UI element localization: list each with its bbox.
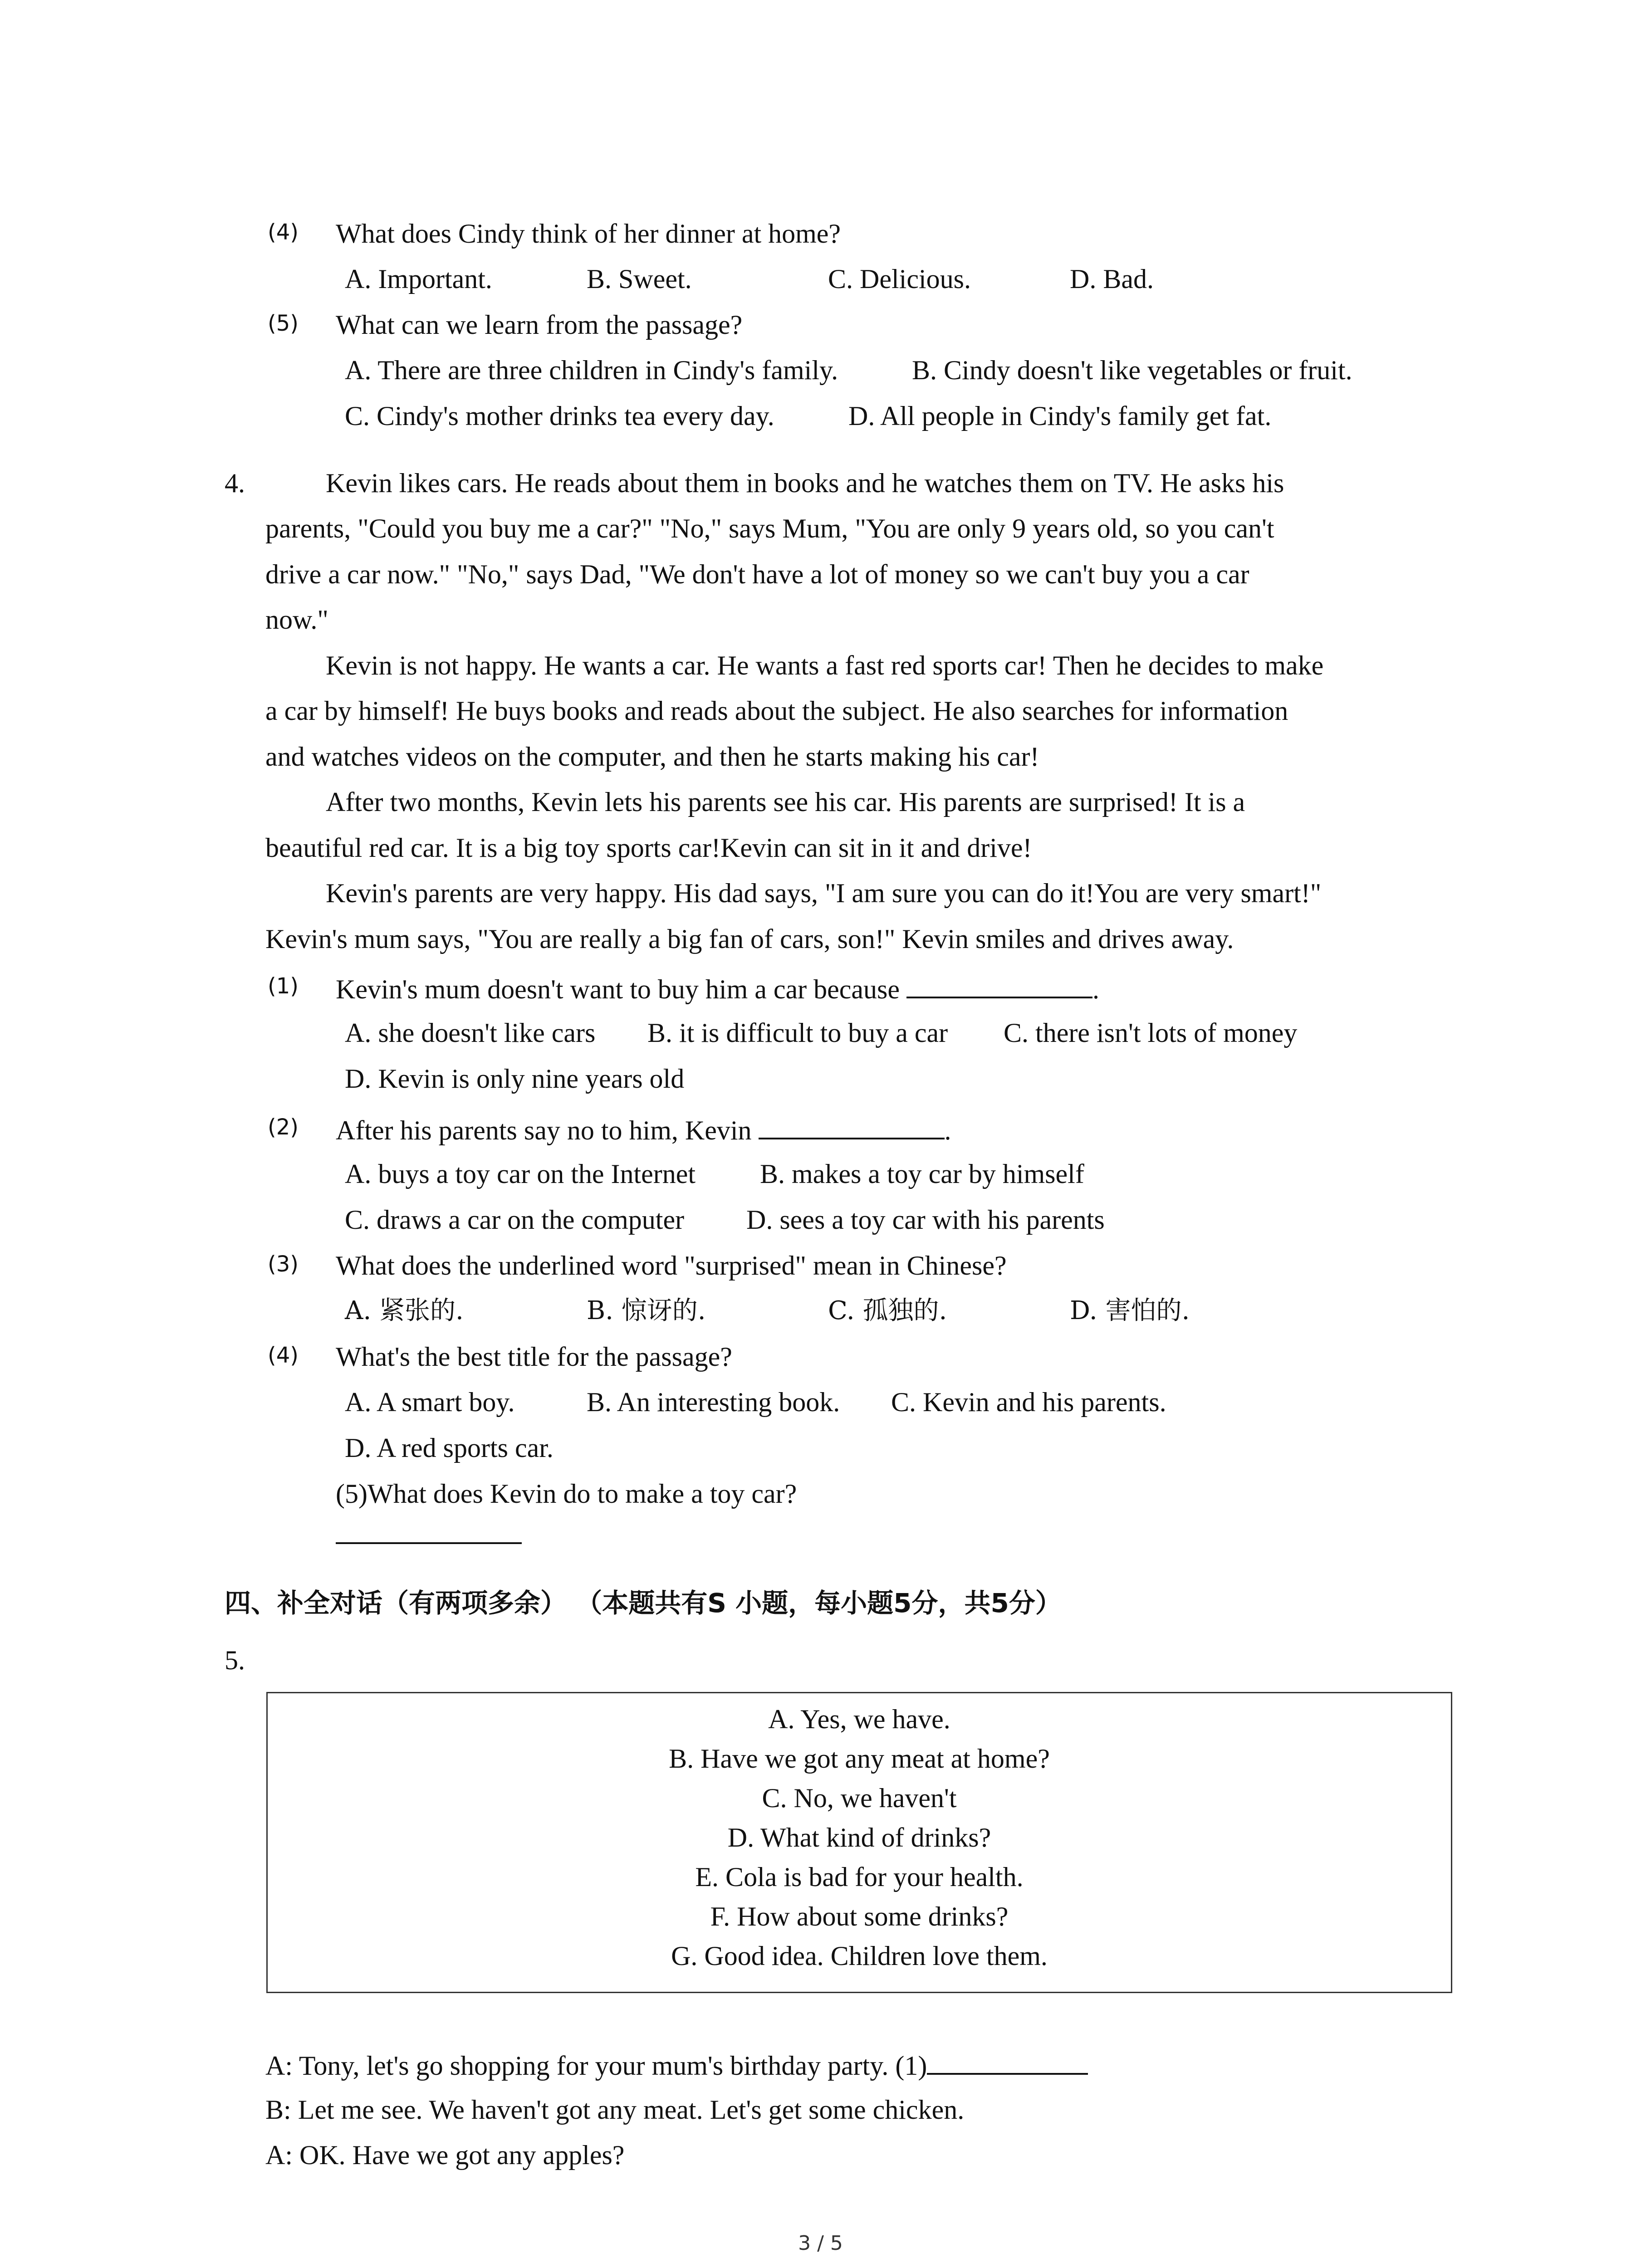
option-item: A. Yes, we have. xyxy=(768,1704,950,1734)
q3-sub4-number: (4) xyxy=(268,220,299,245)
q4-sub1-option-d: D. Kevin is only nine years old xyxy=(345,1064,685,1094)
q4-sub4-number: (4) xyxy=(268,1343,299,1368)
q4-sub3-option-a: A. 紧张的. xyxy=(345,1296,464,1325)
q3-sub5-option-d: D. All people in Cindy's family get fat. xyxy=(848,401,1272,431)
option-item: C. No, we haven't xyxy=(762,1783,957,1813)
passage-line: a car by himself! He buys books and reads about the subject. He also searches for information xyxy=(265,696,1288,726)
q3-sub4-option-b: B. Sweet. xyxy=(587,264,692,294)
q4-sub2-option-d: D. sees a toy car with his parents xyxy=(746,1205,1105,1235)
q4-sub3-option-c: C. 孤独的. xyxy=(828,1296,947,1325)
q4-sub4-option-d: D. A red sports car. xyxy=(345,1433,554,1463)
passage-line: Kevin's parents are very happy. His dad says, "I am sure you can do it!You are very smart!" xyxy=(326,878,1322,908)
passage-line: now." xyxy=(265,605,328,635)
q4-sub5-stem: (5)What does Kevin do to make a toy car? xyxy=(336,1479,797,1509)
q4-sub1-stem: Kevin's mum doesn't want to buy him a car because . xyxy=(336,974,1099,1004)
q3-sub5-option-b: B. Cindy doesn't like vegetables or fruit. xyxy=(912,355,1352,385)
q4-sub1-option-c: C. there isn't lots of money xyxy=(1004,1018,1298,1048)
dialogue-line: A: Tony, let's go shopping for your mum's birthday party. (1) xyxy=(265,2050,1088,2079)
passage-line: drive a car now." "No," says Dad, "We don't have a lot of money so we can't buy you a car xyxy=(265,559,1249,589)
q4-sub3-option-b: B. 惊讶的. xyxy=(587,1296,706,1325)
question-number: 4. xyxy=(225,468,245,498)
option-item: E. Cola is bad for your health. xyxy=(695,1862,1024,1892)
q4-sub2-option-c: C. draws a car on the computer xyxy=(345,1205,685,1235)
q4-sub2-number: (2) xyxy=(268,1114,299,1140)
q4-sub3-stem: What does the underlined word "surprised" mean in Chinese? xyxy=(336,1251,1007,1281)
q3-sub5-option-a: A. There are three children in Cindy's family. xyxy=(345,355,838,385)
section-heading: 四、补全对话（有两项多余） （本题共有S 小题，每小题5分，共5分） xyxy=(225,1588,1062,1618)
option-item: F. How about some drinks? xyxy=(710,1901,1009,1931)
passage-line: beautiful red car. It is a big toy sports car!Kevin can sit in it and drive! xyxy=(265,833,1032,863)
passage-line: and watches videos on the computer, and then he starts making his car! xyxy=(265,742,1039,772)
q4-sub2-option-b: B. makes a toy car by himself xyxy=(760,1159,1084,1189)
answer-blank[interactable] xyxy=(336,1542,522,1544)
q3-sub4-stem: What does Cindy think of her dinner at home? xyxy=(336,219,841,249)
answer-blank[interactable] xyxy=(927,2050,1088,2075)
q4-sub1-option-b: B. it is difficult to buy a car xyxy=(647,1018,948,1048)
answer-blank[interactable] xyxy=(906,974,1092,998)
option-item: G. Good idea. Children love them. xyxy=(671,1941,1048,1971)
q3-sub5-number: (5) xyxy=(268,311,299,336)
dialogue-line: A: OK. Have we got any apples? xyxy=(265,2140,625,2170)
passage-line: Kevin likes cars. He reads about them in books and he watches them on TV. He asks his xyxy=(326,468,1284,498)
q4-sub4-option-c: C. Kevin and his parents. xyxy=(891,1387,1166,1417)
q4-sub3-number: (3) xyxy=(268,1251,299,1277)
q4-sub2-option-a: A. buys a toy car on the Internet xyxy=(345,1159,696,1189)
q4-sub4-option-b: B. An interesting book. xyxy=(587,1387,840,1417)
passage-line: parents, "Could you buy me a car?" "No," says Mum, "You are only 9 years old, so you can't xyxy=(265,513,1274,543)
q3-sub4-option-d: D. Bad. xyxy=(1070,264,1154,294)
q3-sub4-option-c: C. Delicious. xyxy=(828,264,971,294)
passage-line: Kevin is not happy. He wants a car. He wants a fast red sports car! Then he decides to make xyxy=(326,650,1324,680)
question-number: 5. xyxy=(225,1645,245,1675)
q3-sub5-stem: What can we learn from the passage? xyxy=(336,310,743,340)
dialogue-line: B: Let me see. We haven't got any meat. Let's get some chicken. xyxy=(265,2095,965,2125)
passage-line: After two months, Kevin lets his parents see his car. His parents are surprised! It is a xyxy=(326,787,1245,817)
q4-sub4-stem: What's the best title for the passage? xyxy=(336,1342,732,1372)
passage-line: Kevin's mum says, "You are really a big fan of cars, son!" Kevin smiles and drives away. xyxy=(265,924,1234,954)
q4-sub3-option-d: D. 害怕的. xyxy=(1070,1296,1190,1325)
q4-sub4-option-a: A. A smart boy. xyxy=(345,1387,515,1417)
q4-sub1-option-a: A. she doesn't like cars xyxy=(345,1018,596,1048)
q4-sub1-number: (1) xyxy=(268,973,299,999)
answer-blank[interactable] xyxy=(759,1115,945,1139)
page-number: 3 / 5 xyxy=(798,2232,843,2255)
q3-sub5-option-c: C. Cindy's mother drinks tea every day. xyxy=(345,401,774,431)
q3-sub4-option-a: A. Important. xyxy=(345,264,492,294)
q4-sub2-stem: After his parents say no to him, Kevin . xyxy=(336,1115,951,1145)
option-item: D. What kind of drinks? xyxy=(727,1823,991,1853)
option-item: B. Have we got any meat at home? xyxy=(669,1744,1050,1774)
